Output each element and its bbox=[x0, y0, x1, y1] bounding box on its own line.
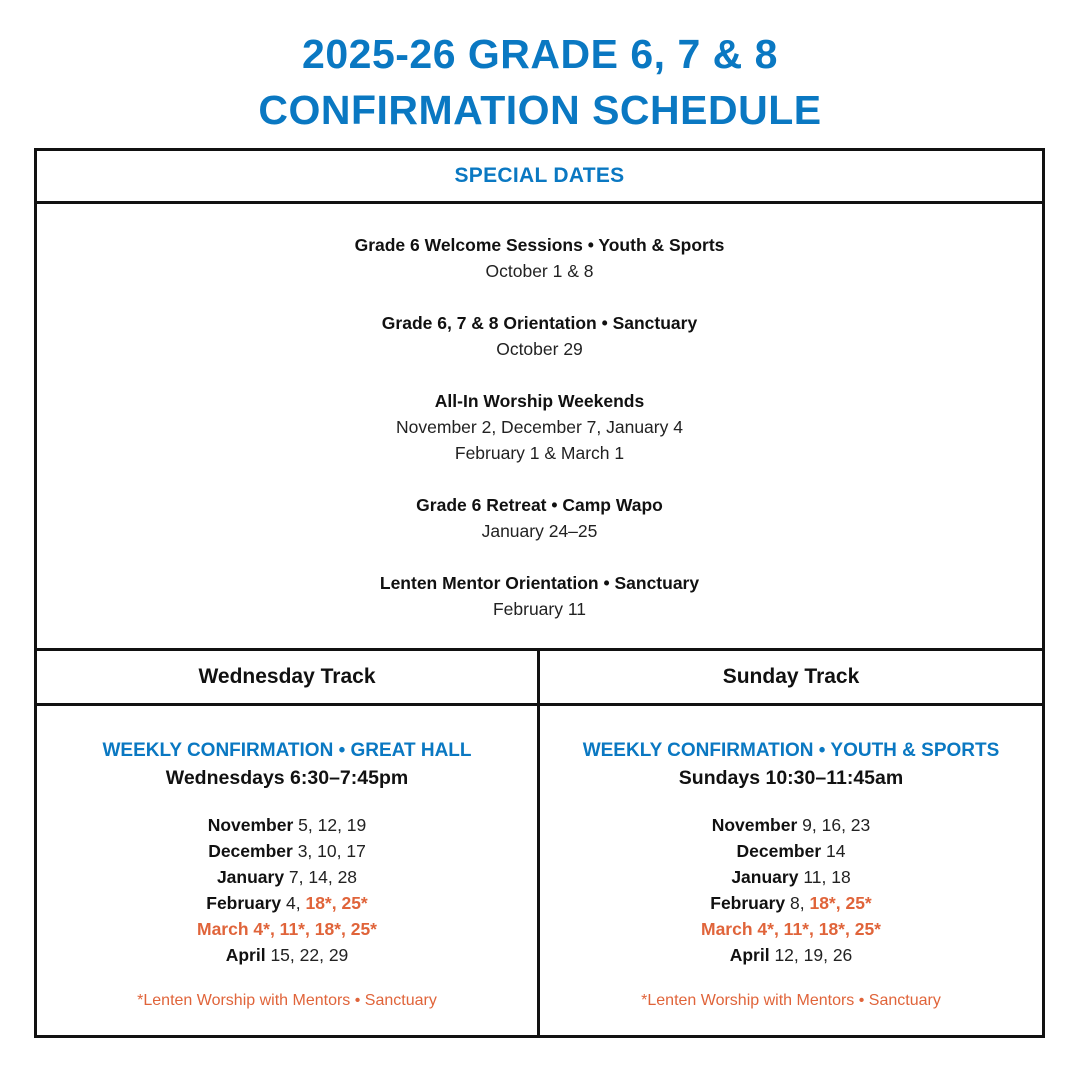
event-welcome-sessions bbox=[37, 232, 1042, 284]
footnote: *Lenten Worship with Mentors • Sanctuary bbox=[641, 992, 941, 1009]
dates: 5, 12, 19 bbox=[293, 815, 367, 835]
page-title bbox=[0, 26, 1080, 138]
date-row bbox=[540, 942, 1042, 968]
dates: 9, 16, 23 bbox=[797, 815, 871, 835]
weekly-location: WEEKLY CONFIRMATION • YOUTH & SPORTS bbox=[582, 740, 1000, 761]
session-time: Wednesdays 6:30–7:45pm bbox=[165, 767, 409, 789]
lenten-dates: 18*, 25* bbox=[809, 893, 872, 913]
lenten-dates: 18*, 25* bbox=[305, 893, 368, 913]
dates: 7, 14, 28 bbox=[284, 867, 358, 887]
footnote: *Lenten Worship with Mentors • Sanctuary bbox=[137, 992, 437, 1009]
event-orientation bbox=[37, 310, 1042, 362]
date-row bbox=[540, 890, 1042, 916]
event-date: January 24–25 bbox=[481, 521, 598, 541]
date-list bbox=[37, 812, 537, 968]
month-label: February bbox=[206, 893, 282, 913]
dates: 12, 19, 26 bbox=[769, 945, 853, 965]
lenten-dates: March 4*, 11*, 18*, 25* bbox=[197, 919, 377, 939]
date-row bbox=[37, 838, 537, 864]
event-name: All-In Worship Weekends bbox=[434, 391, 645, 411]
dates: 8, bbox=[785, 893, 810, 913]
event-mentor-orientation bbox=[37, 570, 1042, 622]
date-row bbox=[37, 812, 537, 838]
month-label: January bbox=[216, 867, 285, 887]
date-row bbox=[37, 942, 537, 968]
dates: 11, 18 bbox=[798, 867, 851, 887]
event-name: Grade 6 Welcome Sessions • Youth & Sports bbox=[354, 235, 725, 255]
dates: 14 bbox=[821, 841, 846, 861]
special-dates-heading: SPECIAL DATES bbox=[37, 151, 1042, 204]
event-date: February 1 & March 1 bbox=[454, 443, 625, 463]
month-label: December bbox=[208, 841, 293, 861]
month-label: January bbox=[731, 867, 799, 887]
dates: 3, 10, 17 bbox=[292, 841, 366, 861]
dates: 4, bbox=[281, 893, 306, 913]
event-date: October 29 bbox=[496, 339, 583, 359]
event-name: Grade 6 Retreat • Camp Wapo bbox=[416, 495, 663, 515]
title-line-1: 2025-26 GRADE 6, 7 & 8 bbox=[302, 31, 778, 77]
weekly-location: WEEKLY CONFIRMATION • GREAT HALL bbox=[102, 740, 472, 761]
dates: 15, 22, 29 bbox=[265, 945, 349, 965]
month-label: April bbox=[225, 945, 266, 965]
schedule-table bbox=[34, 148, 1045, 1038]
month-label: February bbox=[710, 893, 786, 913]
month-label: April bbox=[729, 945, 770, 965]
title-line-2: CONFIRMATION SCHEDULE bbox=[258, 87, 822, 133]
date-row bbox=[540, 916, 1042, 942]
month-label: December bbox=[736, 841, 822, 861]
event-retreat bbox=[37, 492, 1042, 544]
event-name: Grade 6, 7 & 8 Orientation • Sanctuary bbox=[381, 313, 698, 333]
event-worship-weekends bbox=[37, 388, 1042, 466]
month-label: November bbox=[207, 815, 294, 835]
track-heading: Sunday Track bbox=[540, 651, 1042, 706]
wednesday-track bbox=[37, 651, 540, 1038]
event-date: November 2, December 7, January 4 bbox=[396, 417, 683, 437]
date-row bbox=[540, 838, 1042, 864]
event-name: Lenten Mentor Orientation • Sanctuary bbox=[379, 573, 700, 593]
month-label: November bbox=[711, 815, 798, 835]
event-date: February 11 bbox=[492, 599, 587, 619]
date-row bbox=[540, 864, 1042, 890]
event-date: October 1 & 8 bbox=[485, 261, 594, 281]
date-row bbox=[37, 890, 537, 916]
date-row bbox=[37, 864, 537, 890]
session-time: Sundays 10:30–11:45am bbox=[678, 767, 904, 789]
date-list bbox=[540, 812, 1042, 968]
date-row bbox=[37, 916, 537, 942]
track-heading: Wednesday Track bbox=[37, 651, 537, 706]
lenten-dates: March 4*, 11*, 18*, 25* bbox=[701, 919, 881, 939]
special-dates-section bbox=[37, 204, 1042, 651]
sunday-track bbox=[540, 651, 1042, 1038]
date-row bbox=[540, 812, 1042, 838]
tracks-section bbox=[37, 651, 1042, 1038]
